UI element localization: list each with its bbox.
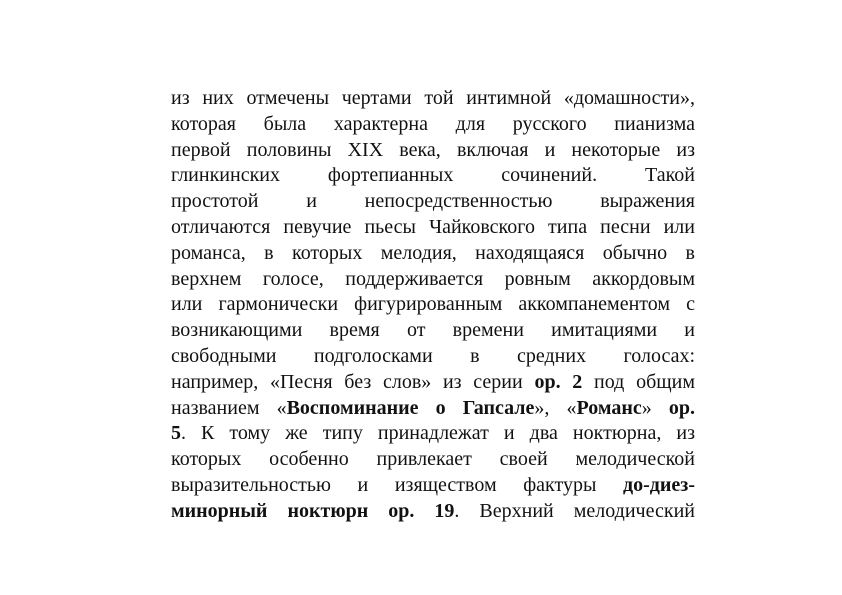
bold-text-segment: минорный ноктюрн ор. 19 bbox=[171, 499, 455, 522]
text-line bbox=[171, 215, 695, 241]
text-line bbox=[171, 370, 695, 396]
text-segment: », « bbox=[534, 396, 577, 419]
text-segment: которая была характерна для русского пианизма bbox=[171, 112, 695, 135]
bold-text-segment: Романс bbox=[576, 396, 642, 419]
text-line bbox=[171, 86, 695, 112]
text-segment: возникающими время от времени имитациями и bbox=[171, 319, 695, 342]
text-line bbox=[171, 344, 695, 370]
text-line bbox=[171, 499, 695, 525]
text-segment: . Верхний мелодический bbox=[454, 499, 695, 522]
bold-text-segment: ор. 2 bbox=[534, 370, 583, 393]
text-segment: под общим bbox=[582, 370, 695, 393]
text-line bbox=[171, 473, 695, 499]
bold-text-segment: 5 bbox=[171, 422, 181, 445]
text-line bbox=[171, 421, 695, 447]
text-line bbox=[171, 189, 695, 215]
text-line bbox=[171, 112, 695, 138]
text-line bbox=[171, 447, 695, 473]
text-line bbox=[171, 241, 695, 267]
body-text bbox=[171, 86, 695, 525]
bold-text-segment: до-диез- bbox=[623, 473, 695, 496]
text-segment: которых особенно привлекает своей мелодической bbox=[171, 448, 695, 471]
text-segment: глинкинских фортепианных сочинений. Такой bbox=[171, 164, 695, 187]
text-segment: например, «Песня без слов» из серии bbox=[171, 370, 535, 393]
text-line bbox=[171, 163, 695, 189]
text-segment: названием « bbox=[171, 396, 287, 419]
text-line bbox=[171, 396, 695, 422]
text-segment: из них отмечены чертами той интимной «домашности», bbox=[171, 87, 695, 109]
text-segment: . К тому же типу принадлежат и два ноктюрна, из bbox=[181, 422, 695, 445]
text-line bbox=[171, 292, 695, 318]
text-line bbox=[171, 267, 695, 293]
text-segment: » bbox=[641, 396, 669, 419]
text-line bbox=[171, 318, 695, 344]
text-segment: выразительностью и изяществом фактуры bbox=[171, 473, 623, 496]
bold-text-segment: ор. bbox=[668, 396, 696, 419]
text-segment: свободными подголосками в средних голосах: bbox=[171, 344, 695, 367]
text-segment: или гармонически фигурированным аккомпанементом с bbox=[171, 293, 695, 316]
text-line bbox=[171, 138, 695, 164]
text-segment: верхнем голосе, поддерживается ровным аккордовым bbox=[171, 267, 695, 290]
text-segment: первой половины XIX века, включая и некоторые из bbox=[171, 138, 695, 161]
text-segment: отличаются певучие пьесы Чайковского типа песни или bbox=[171, 215, 695, 238]
text-segment: простотой и непосредственностью выражения bbox=[171, 190, 695, 213]
text-segment: романса, в которых мелодия, находящаяся обычно в bbox=[171, 241, 695, 264]
bold-text-segment: Воспоминание о Гапсале bbox=[286, 396, 535, 419]
